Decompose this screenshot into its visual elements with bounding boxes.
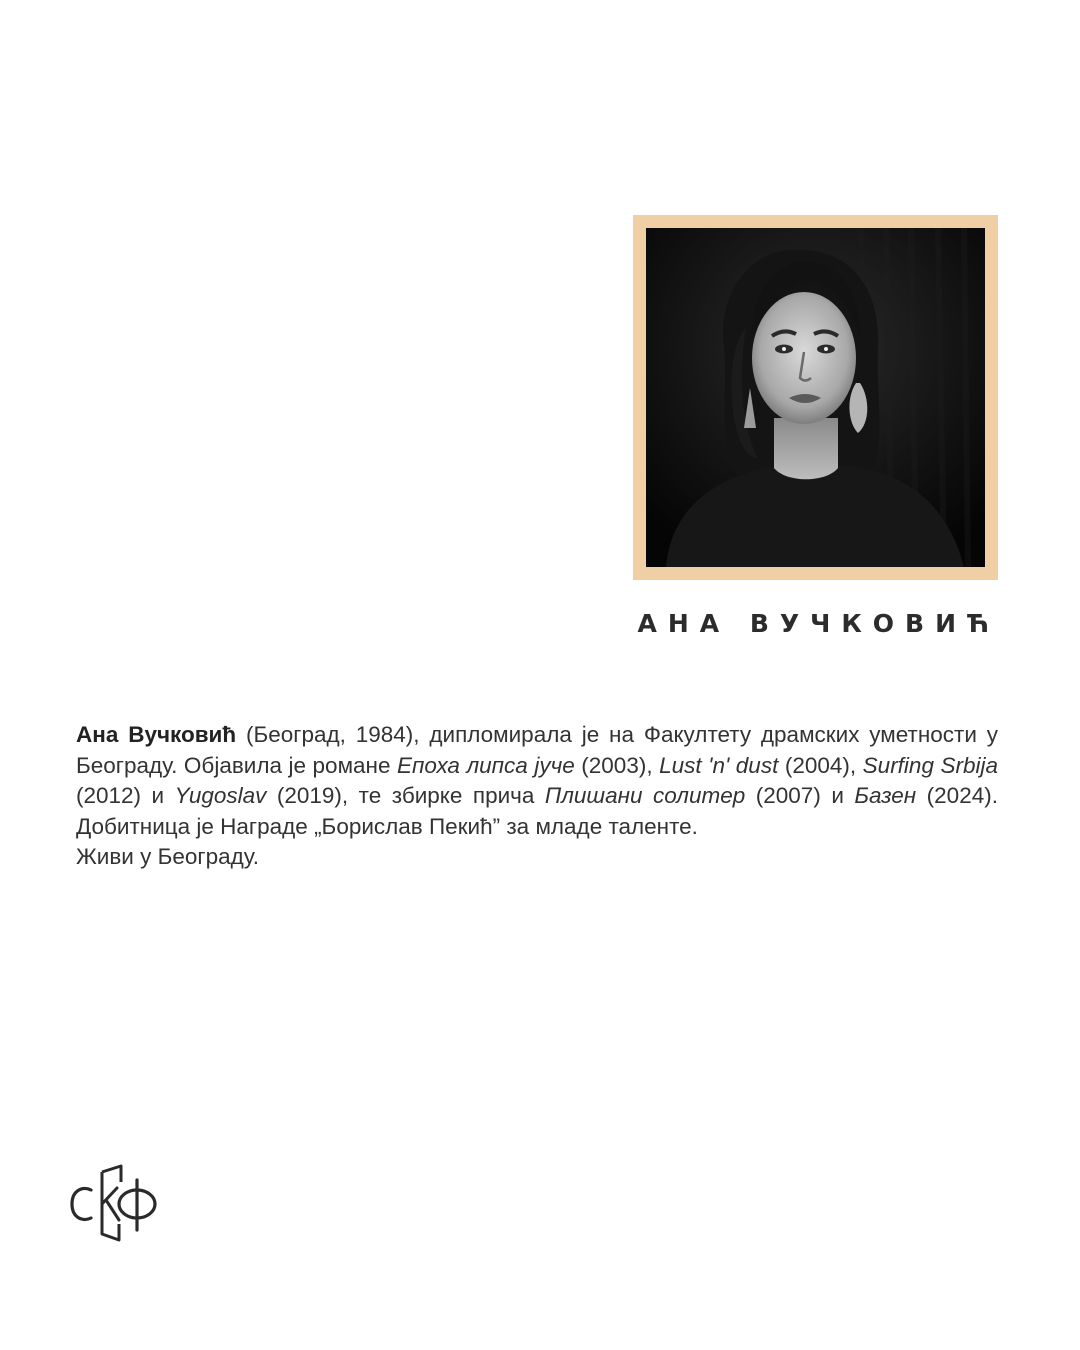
bio-paragraph: [76, 720, 998, 842]
skf-logo-icon: [69, 1162, 161, 1244]
bio-text: (2024). Добитница је Награде „Борислав Пекић” за младе таленте.: [76, 783, 998, 839]
book-title: Yugoslav: [174, 783, 267, 808]
bio-residence: Живи у Београду.: [76, 844, 260, 869]
book-title: Lust 'n' dust: [659, 752, 779, 778]
book-title: Плишани солитер: [544, 783, 746, 808]
bio-text: (2003),: [574, 752, 660, 778]
bio-text: (2004),: [778, 752, 863, 778]
author-photo-frame: [633, 215, 998, 580]
bio-text: (2007) и: [745, 783, 855, 808]
author-bio: [76, 720, 998, 873]
portrait-image: [646, 228, 985, 567]
book-title: Базен: [854, 783, 917, 808]
author-name-heading: АНА ВУЧКОВИЋ: [637, 609, 1000, 638]
book-title: Епоха липса јуче: [397, 752, 575, 778]
bio-text: (2012) и: [76, 783, 175, 808]
book-title: Surfing Srbija: [862, 752, 999, 778]
bio-text: (2019), те збирке прича: [266, 783, 545, 808]
bio-author-name: Ана Вучковић: [76, 722, 237, 747]
author-photo: [646, 228, 985, 567]
bio-text: (Београд, 1984), дипломирала је на Факултету драмских уметности у Београду. Објавила је романе: [76, 722, 998, 778]
